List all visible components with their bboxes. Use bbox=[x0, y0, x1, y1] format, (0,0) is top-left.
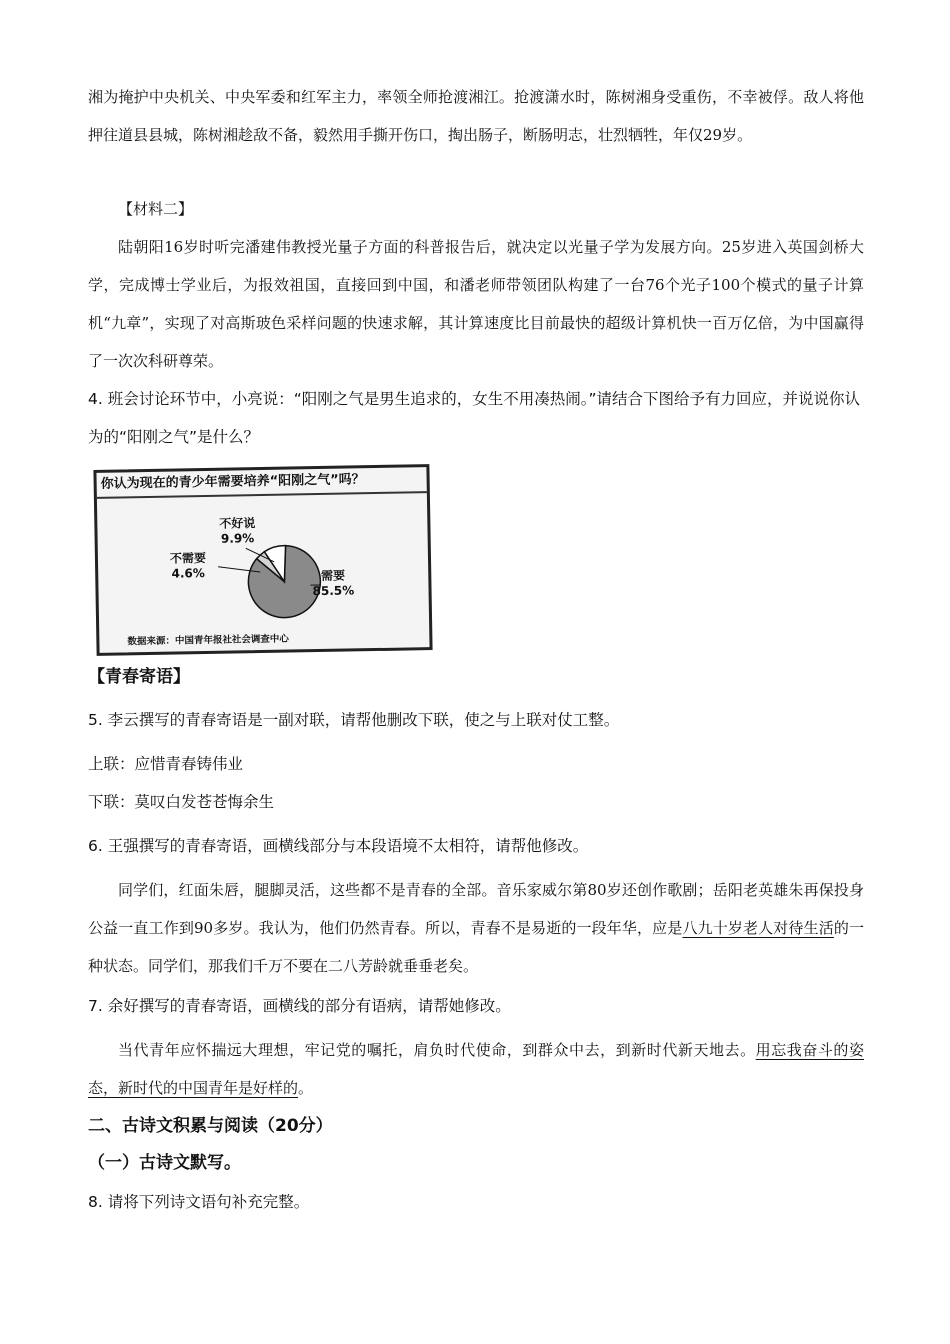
slice-not-needed-name: 不需要 bbox=[169, 550, 207, 566]
q6-passage bbox=[88, 871, 864, 985]
couplet-upper: 上联：应惜青春铸伟业 bbox=[88, 755, 244, 773]
q6-passage-before: 同学们，红面朱唇，腿脚灵活，这些都不是青春的全部。音乐家威尔第80岁还创作歌剧；岳阳老英雄朱再保投身公益一直工作到90多岁。我认为，他们仍然青春。所以，青春不是易逝的一段年华，应是 bbox=[88, 881, 864, 937]
chart-source: 数据来源：中国青年报社社会调查中心 bbox=[127, 633, 289, 648]
q7-underlined: 用忘我奋斗的姿态，新时代的中国青年是好样的 bbox=[88, 1041, 864, 1097]
slice-needed-value: 85.5% bbox=[312, 583, 355, 599]
pie-svg bbox=[96, 467, 429, 653]
section2-subtitle: （一）古诗文默写。 bbox=[88, 1153, 241, 1173]
slice-needed-name: 需要 bbox=[320, 568, 346, 583]
question-7: 7. 余好撰写的青春寄语，画横线的部分有语病，请帮她修改。 bbox=[88, 997, 511, 1015]
q7-passage-before: 当代青年应怀揣远大理想，牢记党的嘱托，肩负时代使命，到群众中去，到新时代新天地去。 bbox=[118, 1041, 756, 1059]
slice-not-needed-value: 4.6% bbox=[171, 566, 205, 581]
question-5: 5. 李云撰写的青春寄语是一副对联，请帮他删改下联，使之与上联对仗工整。 bbox=[88, 711, 620, 729]
question-6: 6. 王强撰写的青春寄语，画横线部分与本段语境不太相符，请帮他修改。 bbox=[88, 837, 589, 855]
q6-passage-after: 的一种状态。同学们，那我们千万不要在二八芳龄就垂垂老矣。 bbox=[88, 919, 864, 975]
material2-label: 【材料二】 bbox=[118, 200, 194, 218]
q7-passage-after: 。 bbox=[298, 1079, 314, 1097]
material2-text: 陆朝阳16岁时听完潘建伟教授光量子方面的科普报告后，就决定以光量子学为发展方向。25岁进入英国剑桥大学，完成博士学业后，为报效祖国，直接回到中国，和潘老师带领团队构建了一台76个光子100个模式的量子计算机“九章”，实现了对高斯玻色采样问题的快速求解，其计算速度比目前最快的超级计算机快一百万亿倍，为中国赢得了一次次科研尊荣。 bbox=[88, 238, 864, 370]
question-8: 8. 请将下列诗文语句补充完整。 bbox=[88, 1193, 310, 1211]
couplet-lower: 下联：莫叹白发苍苍悔余生 bbox=[88, 793, 275, 811]
slice-label-unsure bbox=[219, 516, 256, 547]
q6-underlined: 八九十岁老人对待生活 bbox=[682, 919, 834, 937]
chart-title: 你认为现在的青少年需要培养“阳刚之气”吗？ bbox=[96, 467, 426, 499]
section2-title: 二、古诗文积累与阅读（20分） bbox=[88, 1116, 333, 1136]
slice-unsure-value: 9.9% bbox=[220, 531, 255, 546]
survey-pie-chart bbox=[93, 464, 432, 656]
slice-label-not-needed bbox=[170, 551, 207, 582]
pie-group bbox=[218, 545, 321, 619]
material1-continuation: 湘为掩护中央机关、中央军委和红军主力，率领全师抢渡湘江。抢渡潇水时，陈树湘身受重伤，不幸被俘。敌人将他押往道县县城，陈树湘趁敌不备，毅然用手撕开伤口，掏出肠子，断肠明志，壮烈牺牲，年仅29岁。 bbox=[88, 88, 864, 144]
question-4: 4. 班会讨论环节中，小亮说：“阳刚之气是男生追求的，女生不用凑热闹。”请结合下图给予有力回应，并说说你认为的“阳刚之气”是什么？ bbox=[88, 390, 861, 446]
q7-passage bbox=[88, 1031, 864, 1107]
section-youth-title: 【青春寄语】 bbox=[88, 667, 190, 687]
slice-unsure-name: 不好说 bbox=[219, 516, 256, 531]
slice-label-needed bbox=[312, 568, 354, 599]
